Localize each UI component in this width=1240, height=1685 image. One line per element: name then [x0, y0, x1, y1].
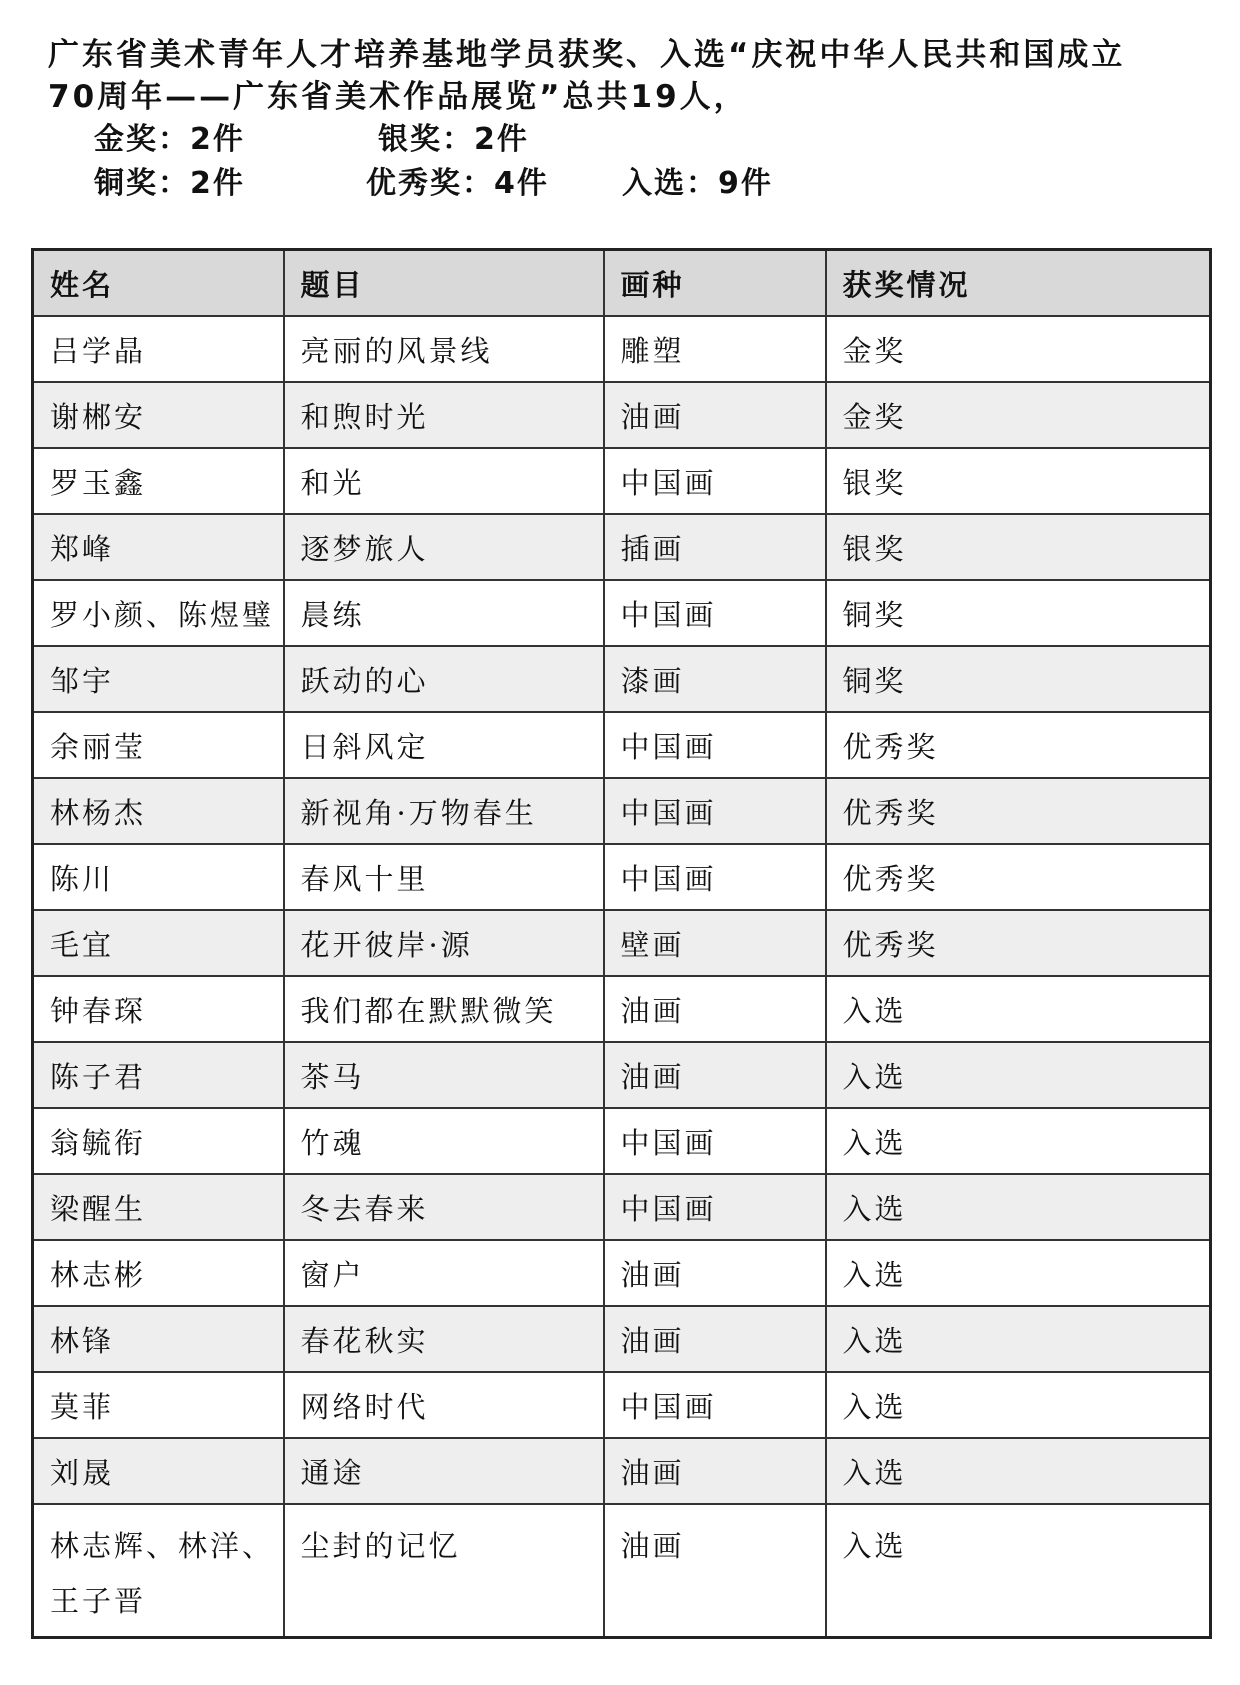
table-row — [33, 1372, 1211, 1438]
cell-medium: 油画 — [604, 1438, 826, 1504]
cell-name: 余丽莹 — [33, 712, 284, 778]
header-title-line-1: 广东省美术青年人才培养基地学员获奖、入选“庆祝中华人民共和国成立 — [48, 37, 1126, 73]
cell-award: 入选 — [826, 1108, 1211, 1174]
cell-name: 吕学晶 — [33, 316, 284, 382]
cell-medium: 中国画 — [604, 448, 826, 514]
column-header-award: 获奖情况 — [826, 250, 1211, 317]
cell-medium: 油画 — [604, 1042, 826, 1108]
cell-award: 银奖 — [826, 448, 1211, 514]
table-row — [33, 1504, 1211, 1637]
cell-award: 入选 — [826, 1372, 1211, 1438]
table-row — [33, 976, 1211, 1042]
cell-name: 莫菲 — [33, 1372, 284, 1438]
cell-award: 入选 — [826, 1042, 1211, 1108]
bronze-award-count: 铜奖：2件 — [94, 166, 245, 201]
cell-title: 春风十里 — [284, 844, 604, 910]
table-body — [33, 316, 1211, 1637]
cell-name: 梁醒生 — [33, 1174, 284, 1240]
table-row — [33, 1042, 1211, 1108]
table-row — [33, 910, 1211, 976]
cell-medium: 插画 — [604, 514, 826, 580]
table-row — [33, 778, 1211, 844]
table-row — [33, 514, 1211, 580]
cell-name: 罗小颜、陈煜璧 — [33, 580, 284, 646]
cell-name: 翁毓衔 — [33, 1108, 284, 1174]
cell-medium: 漆画 — [604, 646, 826, 712]
cell-medium: 中国画 — [604, 712, 826, 778]
header-title-line-2: 70周年——广东省美术作品展览”总共19人， — [48, 79, 748, 115]
cell-medium: 中国画 — [604, 844, 826, 910]
cell-name: 邹宇 — [33, 646, 284, 712]
cell-medium: 油画 — [604, 1504, 826, 1637]
award-summary-row-1 — [48, 118, 1208, 162]
cell-title: 晨练 — [284, 580, 604, 646]
cell-award: 铜奖 — [826, 580, 1211, 646]
cell-award: 铜奖 — [826, 646, 1211, 712]
cell-title: 竹魂 — [284, 1108, 604, 1174]
table-row — [33, 580, 1211, 646]
table-row — [33, 1438, 1211, 1504]
cell-name: 钟春琛 — [33, 976, 284, 1042]
cell-award: 优秀奖 — [826, 712, 1211, 778]
awards-table — [31, 248, 1212, 1639]
cell-title: 花开彼岸·源 — [284, 910, 604, 976]
cell-title: 和煦时光 — [284, 382, 604, 448]
cell-title: 逐梦旅人 — [284, 514, 604, 580]
cell-title: 通途 — [284, 1438, 604, 1504]
cell-title: 跃动的心 — [284, 646, 604, 712]
cell-medium: 壁画 — [604, 910, 826, 976]
selected-count: 入选：9件 — [622, 166, 773, 201]
table-row — [33, 1174, 1211, 1240]
cell-name: 刘晟 — [33, 1438, 284, 1504]
table-row — [33, 448, 1211, 514]
cell-medium: 油画 — [604, 976, 826, 1042]
cell-award: 金奖 — [826, 316, 1211, 382]
cell-name: 林志辉、林洋、王子晋 — [33, 1504, 284, 1637]
cell-title: 我们都在默默微笑 — [284, 976, 604, 1042]
column-header-title: 题目 — [284, 250, 604, 317]
silver-award-count: 银奖：2件 — [378, 122, 529, 157]
cell-medium: 中国画 — [604, 1372, 826, 1438]
table-row — [33, 712, 1211, 778]
cell-award: 入选 — [826, 1306, 1211, 1372]
cell-title: 春花秋实 — [284, 1306, 604, 1372]
cell-award: 入选 — [826, 1174, 1211, 1240]
document-header — [48, 34, 1208, 206]
column-header-medium: 画种 — [604, 250, 826, 317]
table-row — [33, 646, 1211, 712]
cell-award: 优秀奖 — [826, 844, 1211, 910]
cell-title: 尘封的记忆 — [284, 1504, 604, 1637]
table-row — [33, 1240, 1211, 1306]
cell-name: 罗玉鑫 — [33, 448, 284, 514]
cell-award: 金奖 — [826, 382, 1211, 448]
cell-award: 优秀奖 — [826, 778, 1211, 844]
cell-medium: 雕塑 — [604, 316, 826, 382]
table-header-row — [33, 250, 1211, 317]
cell-title: 日斜风定 — [284, 712, 604, 778]
cell-award: 入选 — [826, 976, 1211, 1042]
cell-title: 茶马 — [284, 1042, 604, 1108]
table-row — [33, 844, 1211, 910]
cell-title: 和光 — [284, 448, 604, 514]
cell-medium: 油画 — [604, 382, 826, 448]
gold-award-count: 金奖：2件 — [94, 122, 245, 157]
cell-name: 谢郴安 — [33, 382, 284, 448]
table-row — [33, 382, 1211, 448]
cell-name: 毛宜 — [33, 910, 284, 976]
table-row — [33, 316, 1211, 382]
cell-award: 入选 — [826, 1438, 1211, 1504]
cell-title: 亮丽的风景线 — [284, 316, 604, 382]
cell-award: 入选 — [826, 1504, 1211, 1637]
excellent-award-count: 优秀奖：4件 — [366, 166, 549, 201]
cell-name: 郑峰 — [33, 514, 284, 580]
column-header-name: 姓名 — [33, 250, 284, 317]
cell-medium: 油画 — [604, 1240, 826, 1306]
cell-award: 优秀奖 — [826, 910, 1211, 976]
cell-name: 林杨杰 — [33, 778, 284, 844]
cell-award: 银奖 — [826, 514, 1211, 580]
cell-title: 冬去春来 — [284, 1174, 604, 1240]
cell-name: 陈川 — [33, 844, 284, 910]
cell-medium: 中国画 — [604, 1108, 826, 1174]
cell-medium: 中国画 — [604, 1174, 826, 1240]
cell-title: 新视角·万物春生 — [284, 778, 604, 844]
cell-medium: 中国画 — [604, 778, 826, 844]
cell-medium: 中国画 — [604, 580, 826, 646]
table-row — [33, 1108, 1211, 1174]
cell-name: 陈子君 — [33, 1042, 284, 1108]
cell-name: 林志彬 — [33, 1240, 284, 1306]
table-row — [33, 1306, 1211, 1372]
cell-award: 入选 — [826, 1240, 1211, 1306]
cell-title: 网络时代 — [284, 1372, 604, 1438]
cell-title: 窗户 — [284, 1240, 604, 1306]
cell-name: 林锋 — [33, 1306, 284, 1372]
cell-medium: 油画 — [604, 1306, 826, 1372]
award-summary-row-2 — [48, 162, 1208, 206]
